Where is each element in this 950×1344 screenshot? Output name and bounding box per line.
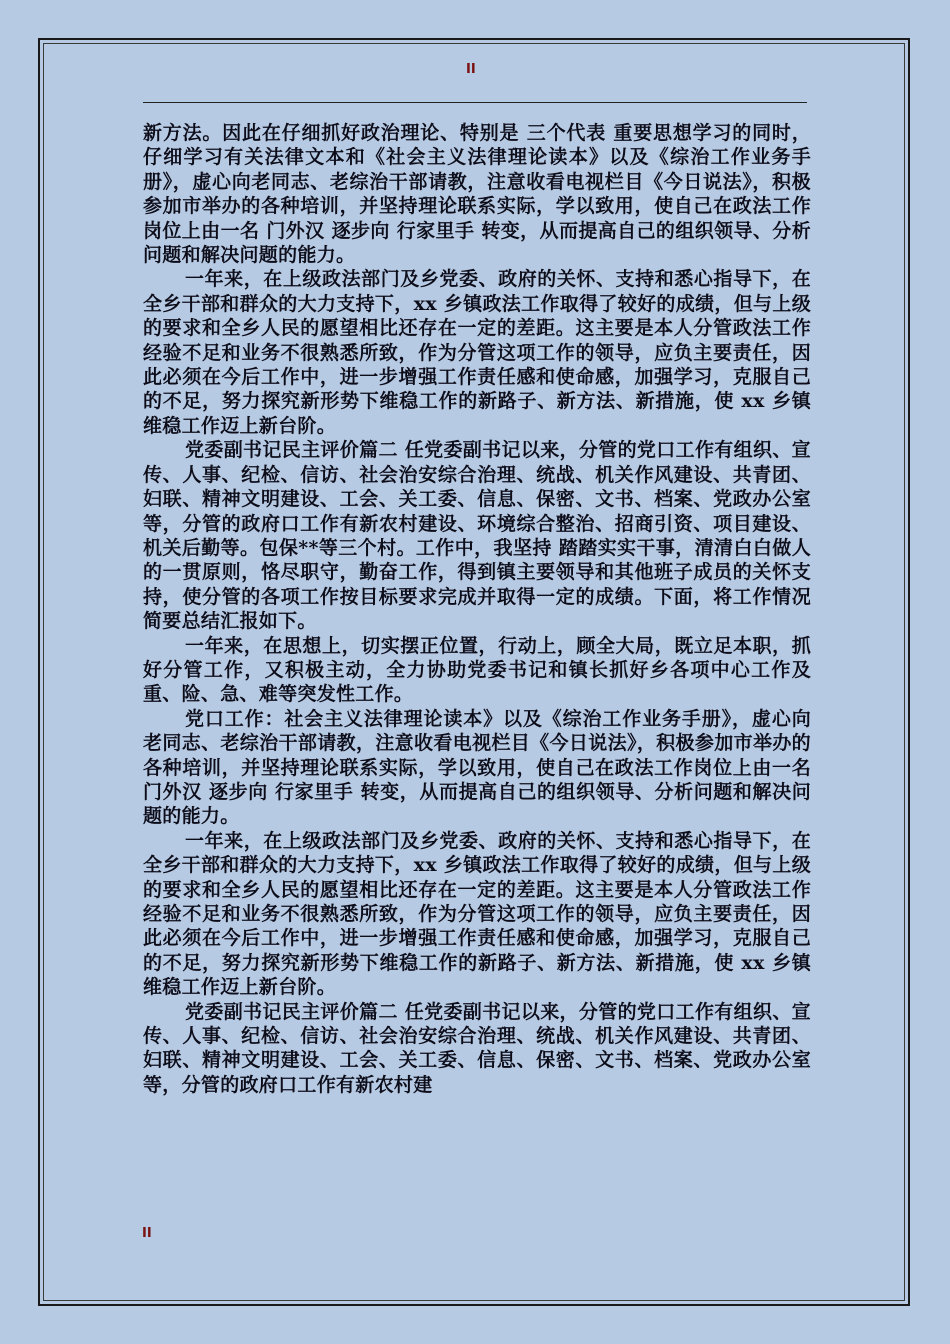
footer-mark: II [142, 1226, 152, 1241]
header-rule [143, 102, 807, 103]
paragraph-2: 一年来，在上级政法部门及乡党委、政府的关怀、支持和悉心指导下，在全乡干部和群众的大力支持下，xx 乡镇政法工作取得了较好的成绩，但与上级的要求和全乡人民的愿望相比还存在一定的差距。这主要是本人分管政法工作经验不足和业务不很熟悉所致，作为分管这项工作的领导，应负主要责任，因此必须在今后工作中，进一步增强工作责任感和使命感，加强学习，克服自己的不足，努力探究新形势下维稳工作的新路子、新方法、新措施，使 xx 乡镇维稳工作迈上新台阶。 [143, 268, 811, 437]
paragraph-7: 党委副书记民主评价篇二 任党委副书记以来，分管的党口工作有组织、宣传、人事、纪检、信访、社会治安综合治理、统战、机关作风建设、共青团、妇联、精神文明建设、工会、关工委、信息、保密、文书、档案、党政办公室等，分管的政府口工作有新农村建 [143, 1000, 811, 1096]
paragraph-5: 党口工作：社会主义法律理论读本》以及《综治工作业务手册》，虚心向老同志、老综治干部请教，注意收看电视栏目《今日说法》，积极参加市举办的各种培训，并坚持理论联系实际，学以致用，使自己在政法工作岗位上由一名 门外汉 逐步向 行家里手 转变，从而提高自己的组织领导、分析问题和解决问题的能力。 [143, 707, 811, 828]
paragraph-4: 一年来，在思想上，切实摆正位置，行动上，顾全大局，既立足本职，抓好分管工作，又积极主动，全力协助党委书记和镇长抓好乡各项中心工作及重、险、急、难等突发性工作。 [143, 634, 811, 706]
paragraph-3: 党委副书记民主评价篇二 任党委副书记以来，分管的党口工作有组织、宣传、人事、纪检、信访、社会治安综合治理、统战、机关作风建设、共青团、妇联、精神文明建设、工会、关工委、信息、保密、文书、档案、党政办公室等，分管的政府口工作有新农村建设、环境综合整治、招商引资、项目建设、机关后勤等。包保**等三个村。工作中，我坚持 踏踏实实干事，清清白白做人 的一贯原则，恪尽职守，勤奋工作，得到镇主要领导和其他班子成员的关怀支持，使分管的各项工作按目标要求完成并取得一定的成绩。下面，将工作情况简要总结汇报如下。 [143, 439, 811, 633]
paragraph-6: 一年来，在上级政法部门及乡党委、政府的关怀、支持和悉心指导下，在全乡干部和群众的大力支持下，xx 乡镇政法工作取得了较好的成绩，但与上级的要求和全乡人民的愿望相比还存在一定的差距。这主要是本人分管政法工作经验不足和业务不很熟悉所致，作为分管这项工作的领导，应负主要责任，因此必须在今后工作中，进一步增强工作责任感和使命感，加强学习，克服自己的不足，努力探究新形势下维稳工作的新路子、新方法、新措施，使 xx 乡镇维稳工作迈上新台阶。 [143, 829, 811, 999]
paragraph-1: 新方法。因此在仔细抓好政治理论、特别是 三个代表 重要思想学习的同时，仔细学习有关法律文本和《社会主义法律理论读本》以及《综治工作业务手册》，虚心向老同志、老综治干部请教，注意收看电视栏目《今日说法》，积极参加市举办的各种培训，并坚持理论联系实际，学以致用，使自己在政法工作岗位上由一名 门外汉 逐步向 行家里手 转变，从而提高自己的组织领导、分析问题和解决问题的能力。 [143, 122, 811, 267]
document-body [143, 121, 811, 1097]
header-mark: II [466, 62, 476, 77]
